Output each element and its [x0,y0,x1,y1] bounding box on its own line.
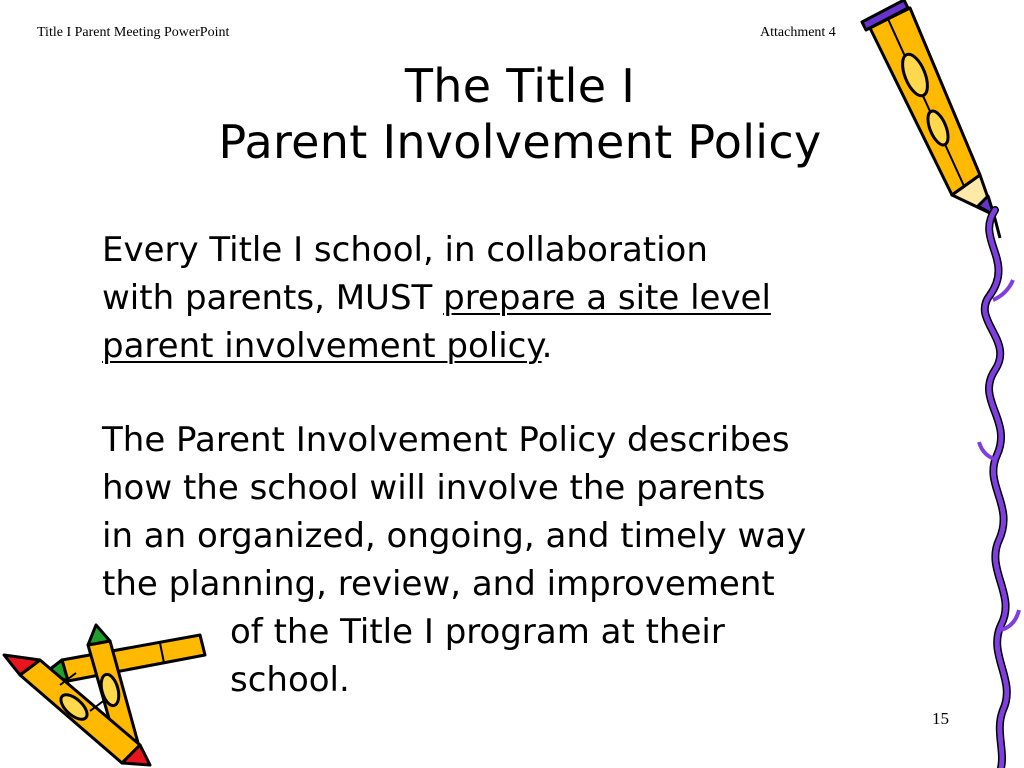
title-line-2: Parent Involvement Policy [218,115,822,169]
paragraph-2-line: in an organized, ongoing, and timely way [102,516,807,556]
header-left-text: Title I Parent Meeting PowerPoint [37,25,230,40]
paragraph-2-line: school. [230,660,350,700]
paragraph-2-line: the planning, review, and improvement [102,564,775,604]
header-attachment-text: Attachment 4 [760,25,836,40]
vine-border-icon [955,200,1024,768]
page-number: 15 [932,709,949,728]
paragraph-1-underlined-a: prepare a site level [443,278,771,318]
crayons-icon [0,615,210,768]
paragraph-1-line-1: Every Title I school, in collaboration [102,230,708,270]
slide-title [80,58,960,170]
paragraph-2-line: The Parent Involvement Policy describes [102,420,790,460]
paragraph-1-line-2-plain: with parents, MUST [102,278,444,318]
paragraph-2-line: how the school will involve the parents [102,468,766,508]
title-line-1: The Title I [404,59,636,113]
paragraph-1 [102,226,771,370]
paragraph-1-period: . [541,326,553,366]
paragraph-1-line-3 [102,322,771,370]
paragraph-1-underlined-b: parent involvement policy [102,326,542,366]
paragraph-2-line: of the Title I program at their [230,612,725,652]
paragraph-1-line-2 [102,274,771,322]
